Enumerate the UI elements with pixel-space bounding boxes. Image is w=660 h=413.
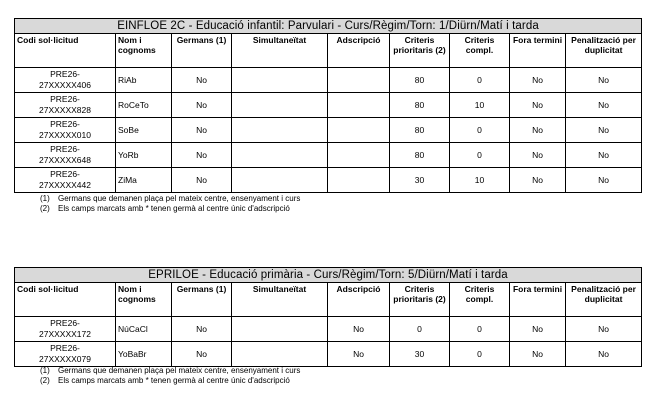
header-row	[15, 283, 642, 317]
simultaneitat-cell	[232, 342, 328, 367]
priority-criteria-cell: 30	[390, 342, 450, 367]
simultaneitat-cell	[232, 143, 328, 168]
complementary-criteria-cell: 0	[450, 143, 510, 168]
name-cell: SoBe	[116, 118, 172, 143]
late-cell: No	[510, 143, 566, 168]
col-header: Adscripció	[328, 34, 390, 68]
priority-criteria-cell: 80	[390, 143, 450, 168]
col-header: Simultaneïtat	[232, 283, 328, 317]
complementary-criteria-cell: 10	[450, 168, 510, 193]
germans-cell: No	[172, 143, 232, 168]
col-header: Fora termini	[510, 34, 566, 68]
penalty-cell: No	[566, 317, 642, 342]
adscripcio-cell	[328, 168, 390, 193]
name-cell: YoBaBr	[116, 342, 172, 367]
table-block-epriloe	[14, 267, 641, 367]
adscripcio-cell: No	[328, 342, 390, 367]
germans-cell: No	[172, 168, 232, 193]
col-header: Criteris compl.	[450, 283, 510, 317]
table-row	[15, 317, 642, 342]
request-code-cell: PRE26- 27XXXXX079	[15, 342, 116, 367]
table-row	[15, 118, 642, 143]
germans-cell: No	[172, 342, 232, 367]
adscripcio-cell: No	[328, 317, 390, 342]
simultaneitat-cell	[232, 68, 328, 93]
request-code-cell: PRE26- 27XXXXX648	[15, 143, 116, 168]
col-header: Criteris prioritaris (2)	[390, 283, 450, 317]
table-row	[15, 168, 642, 193]
table-row	[15, 143, 642, 168]
request-code-cell: PRE26- 27XXXXX406	[15, 68, 116, 93]
penalty-cell: No	[566, 143, 642, 168]
col-header: Codi sol·licitud	[15, 34, 116, 68]
footnotes	[40, 366, 300, 386]
germans-cell: No	[172, 68, 232, 93]
table-title: EPRILOE - Educació primària - Curs/Règim/Torn: 5/Diürn/Matí i tarda	[15, 268, 642, 283]
col-header: Germans (1)	[172, 34, 232, 68]
allocation-table	[14, 267, 642, 367]
simultaneitat-cell	[232, 317, 328, 342]
priority-criteria-cell: 0	[390, 317, 450, 342]
table-row	[15, 68, 642, 93]
late-cell: No	[510, 168, 566, 193]
table-row	[15, 93, 642, 118]
penalty-cell: No	[566, 118, 642, 143]
complementary-criteria-cell: 0	[450, 317, 510, 342]
table-block-einfloe	[14, 18, 641, 193]
col-header: Criteris prioritaris (2)	[390, 34, 450, 68]
col-header: Nom i cognoms	[116, 34, 172, 68]
request-code-cell: PRE26- 27XXXXX828	[15, 93, 116, 118]
request-code-cell: PRE26- 27XXXXX172	[15, 317, 116, 342]
penalty-cell: No	[566, 68, 642, 93]
footnotes	[40, 194, 300, 214]
col-header: Simultaneïtat	[232, 34, 328, 68]
simultaneitat-cell	[232, 93, 328, 118]
complementary-criteria-cell: 0	[450, 342, 510, 367]
germans-cell: No	[172, 118, 232, 143]
priority-criteria-cell: 80	[390, 118, 450, 143]
name-cell: YoRb	[116, 143, 172, 168]
header-row	[15, 34, 642, 68]
penalty-cell: No	[566, 93, 642, 118]
complementary-criteria-cell: 10	[450, 93, 510, 118]
footnote: (1) Germans que demanen plaça pel mateix centre, ensenyament i curs	[40, 194, 301, 203]
request-code-cell: PRE26- 27XXXXX010	[15, 118, 116, 143]
adscripcio-cell	[328, 143, 390, 168]
allocation-table	[14, 18, 642, 193]
footnote: (2) Els camps marcats amb * tenen germà al centre únic d'adscripció	[40, 204, 290, 213]
col-header: Adscripció	[328, 283, 390, 317]
adscripcio-cell	[328, 93, 390, 118]
col-header: Germans (1)	[172, 283, 232, 317]
request-code-cell: PRE26- 27XXXXX442	[15, 168, 116, 193]
penalty-cell: No	[566, 168, 642, 193]
late-cell: No	[510, 68, 566, 93]
germans-cell: No	[172, 317, 232, 342]
late-cell: No	[510, 317, 566, 342]
col-header: Criteris compl.	[450, 34, 510, 68]
complementary-criteria-cell: 0	[450, 118, 510, 143]
priority-criteria-cell: 30	[390, 168, 450, 193]
table-title: EINFLOE 2C - Educació infantil: Parvulari - Curs/Règim/Torn: 1/Diürn/Matí i tarda	[15, 19, 642, 34]
name-cell: NúCaCl	[116, 317, 172, 342]
name-cell: ZiMa	[116, 168, 172, 193]
late-cell: No	[510, 93, 566, 118]
priority-criteria-cell: 80	[390, 68, 450, 93]
complementary-criteria-cell: 0	[450, 68, 510, 93]
penalty-cell: No	[566, 342, 642, 367]
late-cell: No	[510, 342, 566, 367]
col-header: Penalització per duplicitat	[566, 34, 642, 68]
col-header: Codi sol·licitud	[15, 283, 116, 317]
simultaneitat-cell	[232, 118, 328, 143]
priority-criteria-cell: 80	[390, 93, 450, 118]
simultaneitat-cell	[232, 168, 328, 193]
late-cell: No	[510, 118, 566, 143]
col-header: Nom i cognoms	[116, 283, 172, 317]
footnote: (1) Germans que demanen plaça pel mateix centre, ensenyament i curs	[40, 366, 301, 375]
col-header: Penalització per duplicitat	[566, 283, 642, 317]
germans-cell: No	[172, 93, 232, 118]
col-header: Fora termini	[510, 283, 566, 317]
adscripcio-cell	[328, 68, 390, 93]
adscripcio-cell	[328, 118, 390, 143]
table-row	[15, 342, 642, 367]
name-cell: RiAb	[116, 68, 172, 93]
name-cell: RoCeTo	[116, 93, 172, 118]
footnote: (2) Els camps marcats amb * tenen germà al centre únic d'adscripció	[40, 376, 290, 385]
